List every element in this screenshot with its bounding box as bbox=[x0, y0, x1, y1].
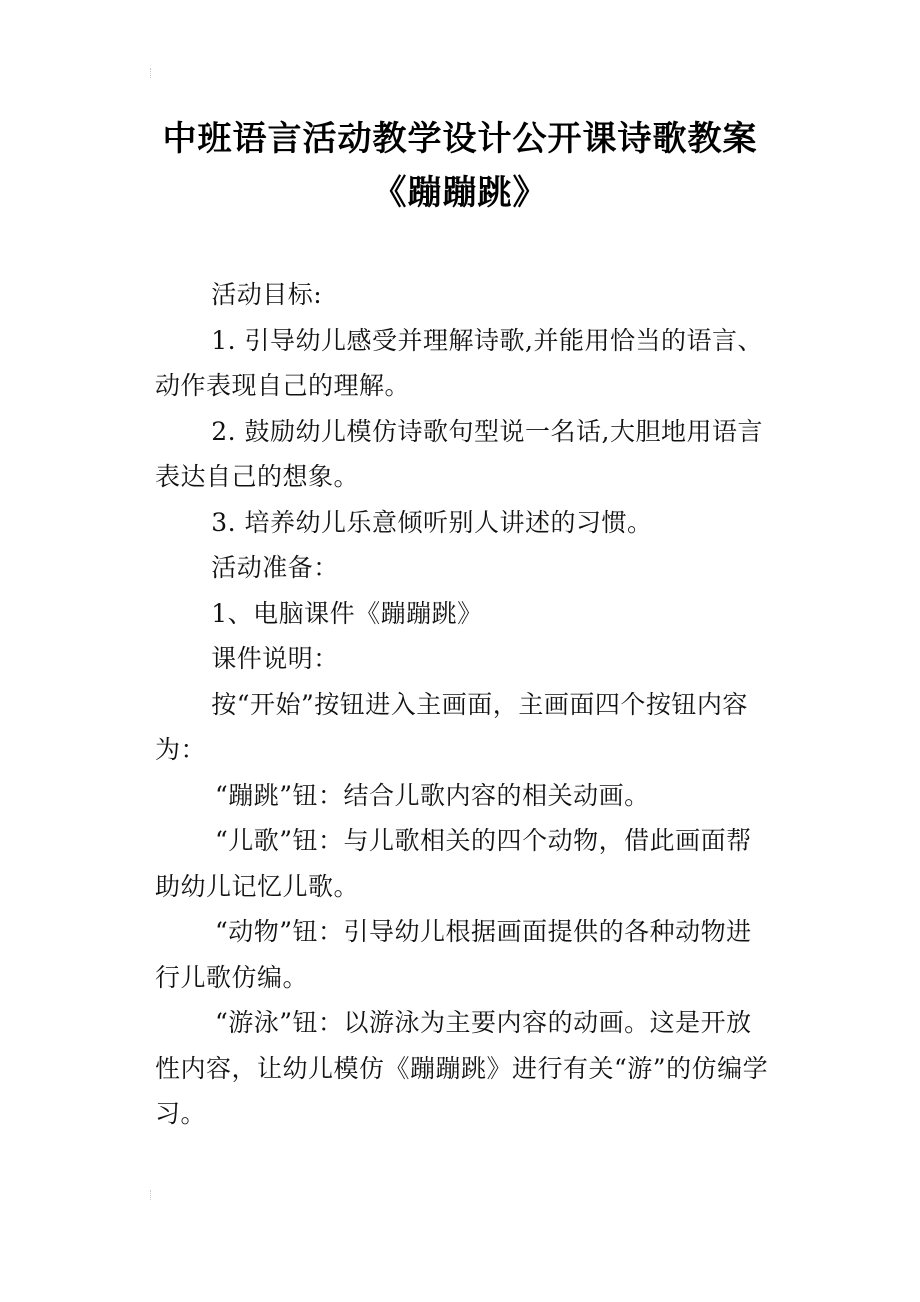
paragraph-activity-goals-heading: 活动目标: bbox=[211, 280, 323, 309]
paragraph-courseware-heading: 课件说明： bbox=[211, 644, 339, 673]
page-corner-mark bbox=[150, 68, 157, 78]
page-corner-mark bbox=[150, 1190, 157, 1200]
paragraph-button-swim: “游泳”钮：以游泳为主要内容的动画。这是开放性内容，让幼儿模仿《蹦蹦跳》进行有关“游”的仿编学习。 bbox=[155, 1008, 769, 1128]
paragraph-button-jump: “蹦跳”钮：结合儿歌内容的相关动画。 bbox=[215, 780, 650, 810]
document-title: 中班语言活动教学设计公开课诗歌教案《蹦蹦跳》 bbox=[162, 119, 758, 213]
paragraph-preparation-heading: 活动准备： bbox=[211, 553, 339, 582]
paragraph-goal-2: 2. 鼓励幼儿模仿诗歌句型说一名话,大胆地用语言表达自己的想象。 bbox=[155, 416, 763, 491]
paragraph-button-song: “儿歌”钮：与儿歌相关的四个动物，借此画面帮助幼儿记忆儿歌。 bbox=[155, 826, 752, 901]
paragraph-goal-3: 3. 培养幼儿乐意倾听别人讲述的习惯。 bbox=[211, 507, 653, 537]
paragraph-preparation-1: 1、电脑课件《蹦蹦跳》 bbox=[211, 598, 483, 628]
paragraph-courseware-intro: 按“开始”按钮进入主画面，主画面四个按钮内容为： bbox=[155, 689, 748, 764]
document-body bbox=[155, 272, 775, 1137]
paragraph-button-animal: “动物”钮：引导幼儿根据画面提供的各种动物进行儿歌仿编。 bbox=[155, 917, 752, 992]
paragraph-goal-1: 1. 引导幼儿感受并理解诗歌,并能用恰当的语言、动作表现自己的理解。 bbox=[155, 325, 763, 400]
